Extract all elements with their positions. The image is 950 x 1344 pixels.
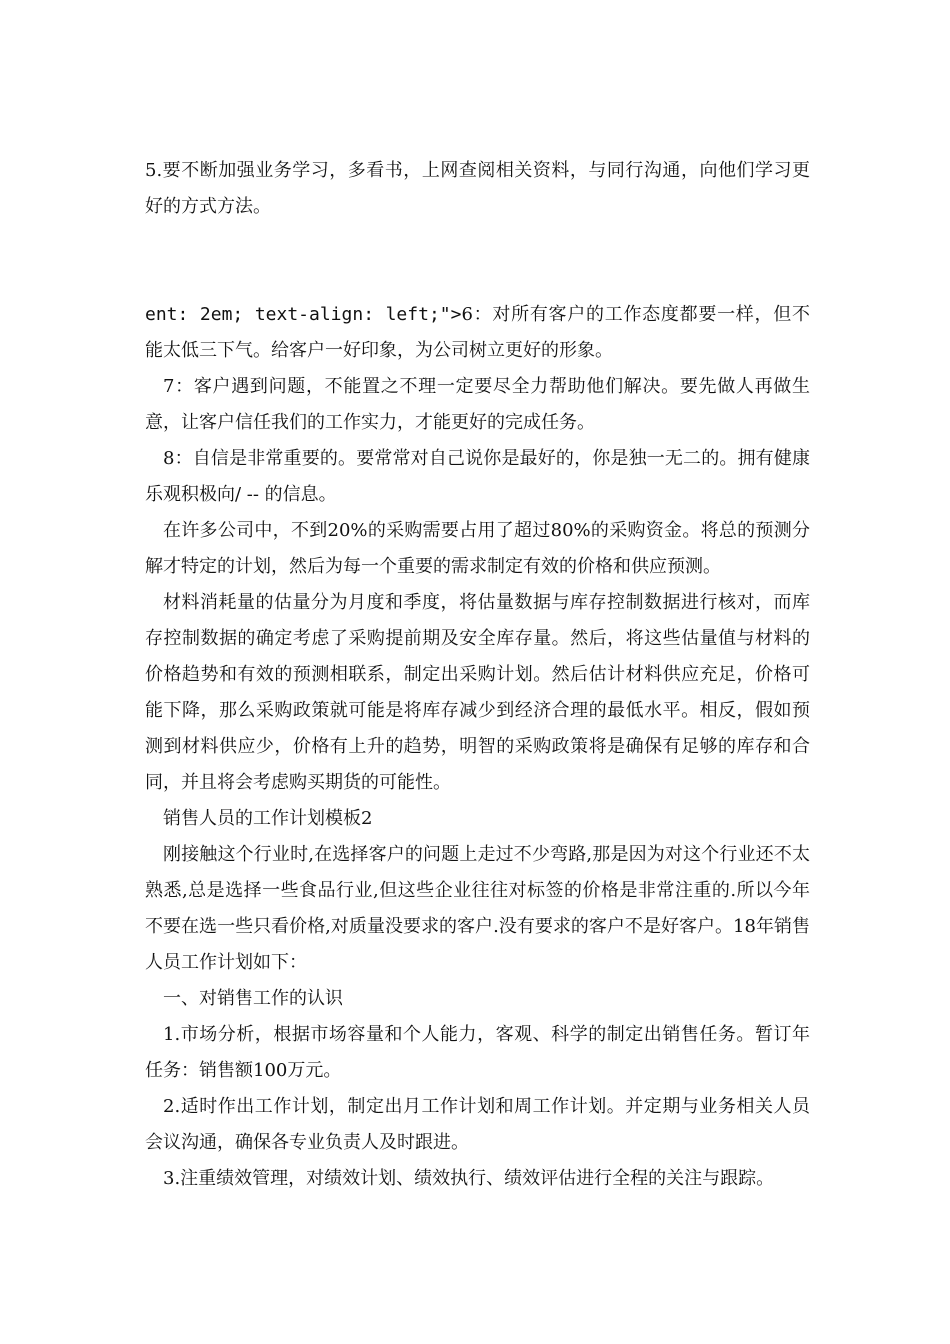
paragraph-5: 5.要不断加强业务学习，多看书，上网查阅相关资料，与同行沟通，向他们学习更好的方式方法。: [145, 160, 810, 217]
list-item-2: 2.适时作出工作计划，制定出月工作计划和周工作计划。并定期与业务相关人员会议沟通，确保各专业负责人及时跟进。: [145, 1096, 810, 1153]
paragraph-6-text: 6：对所有客户的工作态度都要一样，但不能太低三下气。给客户一好印象，为公司树立更好的形象。: [145, 304, 810, 361]
paragraph-materials: 材料消耗量的估量分为月度和季度，将估量数据与库存控制数据进行核对，而库存控制数据的确定考虑了采购提前期及安全库存量。然后，将这些估量值与材料的价格趋势和有效的预测相联系，制定出采购计划。然后估计材料供应充足，价格可能下降，那么采购政策就可能是将库存减少到经济合理的最低水平。相反，假如预测到材料供应少，价格有上升的趋势，明智的采购政策将是确保有足够的库存和合同，并且将会考虑购买期货的可能性。: [145, 592, 810, 793]
list-item-3: 3.注重绩效管理，对绩效计划、绩效执行、绩效评估进行全程的关注与跟踪。: [163, 1168, 775, 1189]
paragraph-8: 8：自信是非常重要的。要常常对自己说你是最好的，你是独一无二的。拥有健康乐观积极向/ -- 的信息。: [145, 448, 810, 505]
paragraph-6: [145, 297, 810, 369]
section-heading-template-2: 销售人员的工作计划模板2: [163, 808, 373, 829]
paragraph-procurement: 在许多公司中，不到20%的采购需要占用了超过80%的采购资金。将总的预测分解才特定的计划，然后为每一个重要的需求制定有效的价格和供应预测。: [145, 520, 810, 577]
list-item-1: 1.市场分析，根据市场容量和个人能力，客观、科学的制定出销售任务。暂订年任务：销售额100万元。: [145, 1024, 810, 1081]
code-fragment: ent: 2em; text-align: left;">: [145, 304, 462, 325]
section-heading-1: 一、对销售工作的认识: [163, 988, 343, 1009]
paragraph-7: 7：客户遇到问题，不能置之不理一定要尽全力帮助他们解决。要先做人再做生意，让客户信任我们的工作实力，才能更好的完成任务。: [145, 376, 810, 433]
paragraph-intro: 刚接触这个行业时,在选择客户的问题上走过不少弯路,那是因为对这个行业还不太熟悉,总是选择一些食品行业,但这些企业往往对标签的价格是非常注重的.所以今年不要在选一些只看价格,对质量没要求的客户.没有要求的客户不是好客户。18年销售人员工作计划如下：: [145, 844, 810, 973]
